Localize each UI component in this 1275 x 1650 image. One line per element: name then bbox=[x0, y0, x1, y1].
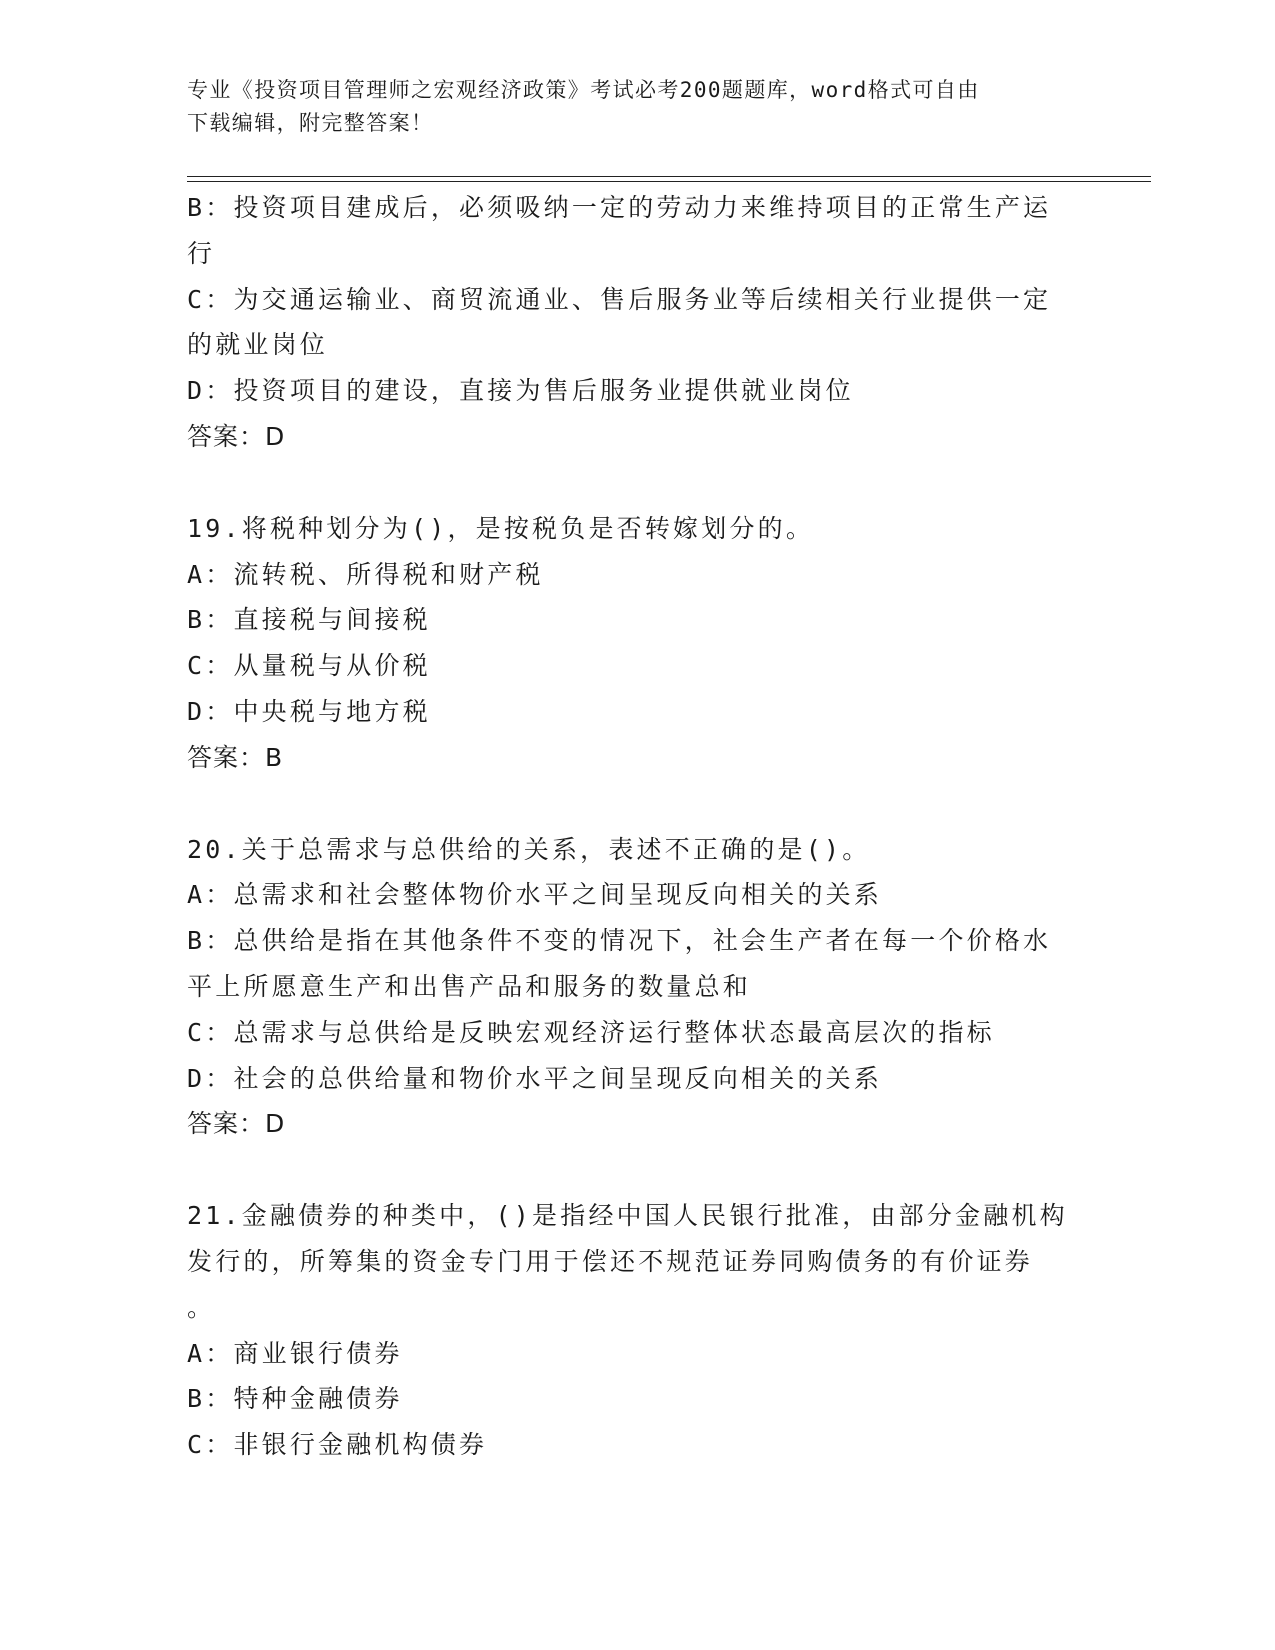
answer: 答案：B bbox=[187, 742, 284, 772]
answer: 答案：D bbox=[187, 421, 286, 451]
question-text-line-2: 发行的，所筹集的资金专门用于偿还不规范证券同购债务的有价证券 bbox=[187, 1246, 1034, 1276]
document-header bbox=[187, 74, 1067, 140]
question-text-line-3: 。 bbox=[187, 1292, 216, 1322]
option-c-line-1: C：为交通运输业、商贸流通业、售后服务业等后续相关行业提供一定 bbox=[187, 284, 1052, 314]
question-text: 20.关于总需求与总供给的关系，表述不正确的是()。 bbox=[187, 834, 871, 864]
option-a: A：总需求和社会整体物价水平之间呈现反向相关的关系 bbox=[187, 880, 883, 910]
option-b: B：特种金融债券 bbox=[187, 1384, 403, 1414]
spacer bbox=[187, 781, 1087, 827]
question-text-line-1: 21.金融债券的种类中，()是指经中国人民银行批准，由部分金融机构 bbox=[187, 1201, 1068, 1231]
option-b-line-1: B：总供给是指在其他条件不变的情况下，社会生产者在每一个价格水 bbox=[187, 926, 1052, 956]
question-21 bbox=[187, 1193, 1087, 1468]
option-b: B：直接税与间接税 bbox=[187, 605, 431, 635]
question-text: 19.将税种划分为()，是按税负是否转嫁划分的。 bbox=[187, 513, 815, 543]
answer: 答案：D bbox=[187, 1109, 286, 1139]
spacer bbox=[187, 460, 1087, 506]
spacer bbox=[187, 1147, 1087, 1193]
header-line-2: 下载编辑，附完整答案！ bbox=[187, 111, 434, 135]
option-b-line-2: 平上所愿意生产和出售产品和服务的数量总和 bbox=[187, 971, 752, 1001]
header-double-rule bbox=[187, 176, 1151, 182]
option-d: D：中央税与地方税 bbox=[187, 696, 431, 726]
option-c: C：从量税与从价税 bbox=[187, 651, 431, 681]
option-d: D：社会的总供给量和物价水平之间呈现反向相关的关系 bbox=[187, 1063, 883, 1093]
option-c-line-2: 的就业岗位 bbox=[187, 330, 329, 360]
question-18-continued bbox=[187, 185, 1087, 460]
option-b-line-2: 行 bbox=[187, 238, 216, 268]
option-c: C：非银行金融机构债券 bbox=[187, 1430, 488, 1460]
header-line-1: 专业《投资项目管理师之宏观经济政策》考试必考200题题库，word格式可自由 bbox=[187, 78, 980, 102]
option-b-line-1: B：投资项目建成后，必须吸纳一定的劳动力来维持项目的正常生产运 bbox=[187, 193, 1052, 222]
option-d: D：投资项目的建设，直接为售后服务业提供就业岗位 bbox=[187, 376, 854, 406]
option-a: A：商业银行债券 bbox=[187, 1338, 403, 1368]
question-19 bbox=[187, 506, 1087, 781]
option-a: A：流转税、所得税和财产税 bbox=[187, 559, 544, 589]
option-c: C：总需求与总供给是反映宏观经济运行整体状态最高层次的指标 bbox=[187, 1017, 995, 1047]
question-20 bbox=[187, 827, 1087, 1148]
document-body bbox=[187, 185, 1087, 1468]
